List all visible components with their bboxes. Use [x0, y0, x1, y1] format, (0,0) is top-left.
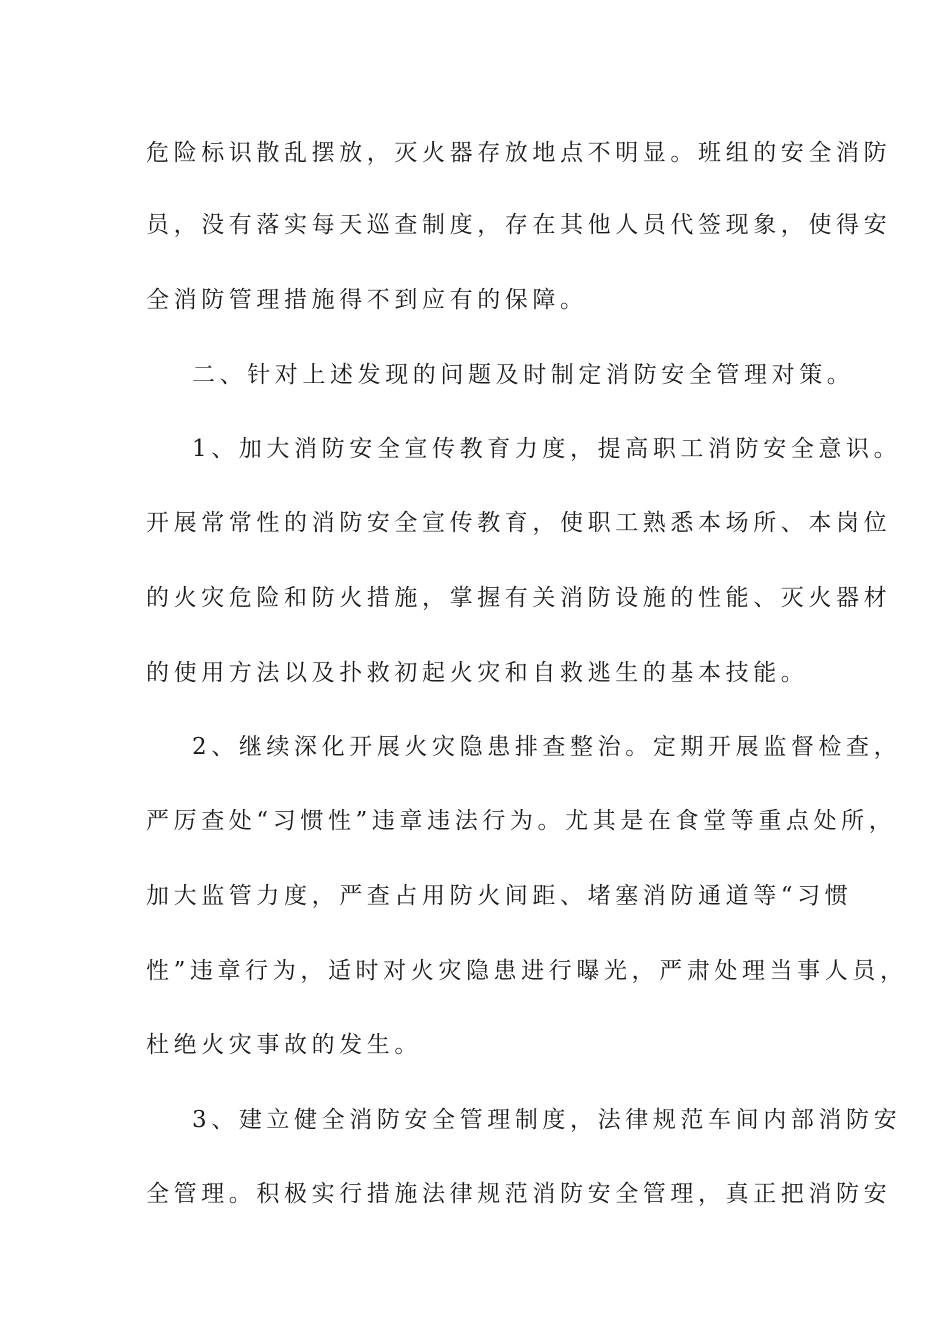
- paragraph-heading: 2、继续深化开展火灾隐患排查整治。定期开展监督检查，: [192, 734, 902, 760]
- section-heading: 二、针对上述发现的问题及时制定消防安全管理对策。: [192, 362, 855, 388]
- text-line: 危险标识散乱摆放，灭火器存放地点不明显。班组的安全消防: [146, 140, 892, 166]
- text-line: 全消防管理措施得不到应有的保障。: [146, 287, 588, 313]
- paragraph-heading: 3、建立健全消防安全管理制度，法律规范车间内部消防安: [192, 1107, 902, 1133]
- paragraph-heading: 1、加大消防安全宣传教育力度，提高职工消防安全意识。: [192, 436, 902, 462]
- text-line: 全管理。积极实行措施法律规范消防安全管理，真正把消防安: [146, 1181, 892, 1207]
- text-line: 性”违章行为，适时对火灾隐患进行曝光，严肃处理当事人员，: [146, 958, 908, 984]
- text-line: 开展常常性的消防安全宣传教育，使职工熟悉本场所、本岗位: [146, 510, 892, 536]
- text-line: 杜绝火灾事故的发生。: [146, 1032, 422, 1058]
- text-line: 员，没有落实每天巡查制度，存在其他人员代签现象，使得安: [146, 212, 892, 238]
- text-line: 加大监管力度，严查占用防火间距、堵塞消防通道等“习惯: [146, 883, 853, 909]
- text-line: 的使用方法以及扑救初起火灾和自救逃生的基本技能。: [146, 660, 809, 686]
- text-line: 的火灾危险和防火措施，掌握有关消防设施的性能、灭火器材: [146, 585, 892, 611]
- text-line: 严厉查处“习惯性”违章违法行为。尤其是在食堂等重点处所，: [146, 808, 897, 834]
